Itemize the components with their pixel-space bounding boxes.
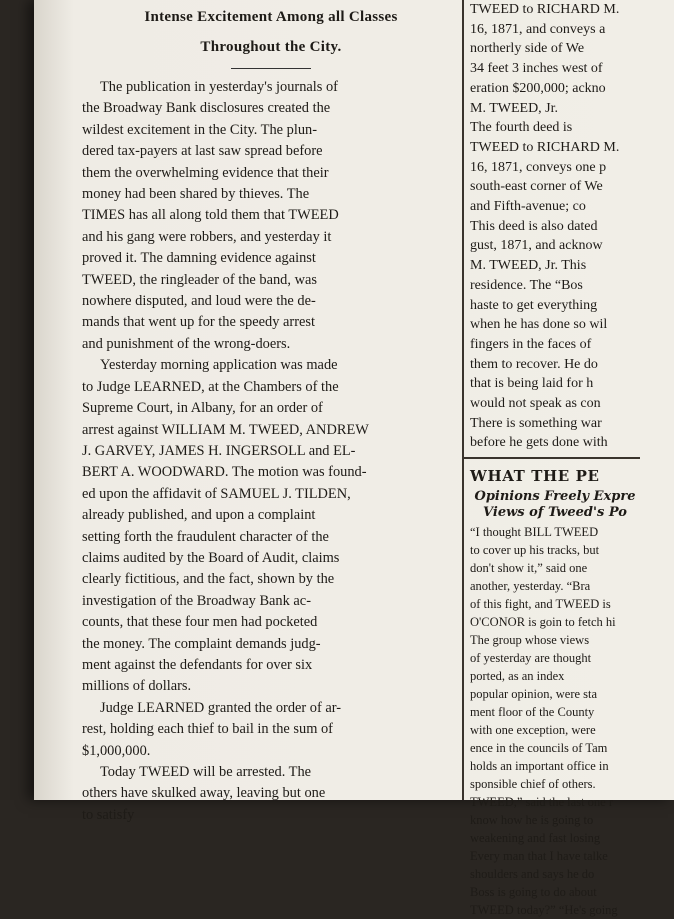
column-line: know how he is going to [470, 813, 594, 828]
column-line: northerly side of We [470, 41, 585, 57]
article-line: wildest excitement in the City. The plun- [82, 121, 317, 138]
article-line: millions of dollars. [82, 678, 192, 695]
column-line: ment floor of the County [470, 705, 595, 720]
article-line: them the overwhelming evidence that their [82, 164, 329, 181]
article-line: ed upon the affidavit of SAMUEL J. TILDEN, [82, 485, 351, 502]
column-line: TWEED today?” “He's going [470, 903, 618, 918]
column-line: holds an important office in [470, 759, 609, 774]
article-line: proved it. The damning evidence against [82, 250, 316, 267]
article-line: counts, that these four men had pocketed [82, 614, 318, 631]
article-line: $1,000,000. [82, 742, 151, 759]
article-line: clearly fictitious, and the fact, shown by the [82, 571, 335, 588]
column-line: 16, 1871, and conveys a [470, 21, 606, 37]
column-line: haste to get everything [470, 297, 598, 313]
article-line: the money. The complaint demands judg- [82, 635, 321, 652]
column-line: This deed is also dated [470, 218, 598, 234]
column-line: The group whose views [470, 633, 590, 648]
opinions-article-text [470, 523, 640, 919]
column-line: Boss is going to do about [470, 885, 597, 900]
column-line: 34 feet 3 inches west of [470, 61, 603, 77]
article-line: and punishment of the wrong-doers. [82, 335, 291, 352]
column-line: weakening and fast losing [470, 831, 601, 846]
column-line: residence. The “Bos [470, 277, 583, 293]
column-line: popular opinion, were sta [470, 687, 598, 702]
column-line: TWEED to RICHARD M. [470, 139, 620, 155]
article-headline [82, 2, 460, 62]
article-line: to satisfy [82, 806, 135, 823]
column-line: eration $200,000; ackno [470, 80, 606, 96]
article-line: Judge LEARNED granted the order of ar- [100, 699, 342, 716]
column-line: with one exception, were [470, 723, 596, 738]
subheading-line-2: Views of Tweed's Po [483, 505, 627, 521]
column-line: Every man that I have talke [470, 849, 608, 864]
column-line: There is something war [470, 415, 602, 431]
column-line: M. TWEED, Jr. This [470, 258, 587, 274]
column-line: of yesterday are thought [470, 651, 592, 666]
article-line: dered tax-payers at last saw spread before [82, 143, 323, 160]
article-line: The publication in yesterday's journals of [100, 79, 338, 95]
article-line: TWEED, the ringleader of the band, was [82, 271, 317, 288]
article-line: already published, and upon a complaint [82, 507, 316, 524]
article-line: J. GARVEY, JAMES H. INGERSOLL and EL- [82, 442, 356, 459]
article-line: nowhere disputed, and loud were the de- [82, 293, 316, 310]
column-section-rule [464, 457, 640, 459]
article-line: arrest against WILLIAM M. TWEED, ANDREW [82, 421, 369, 438]
article-line: others have skulked away, leaving but one [82, 785, 326, 802]
column-line: TWEED,” said the last one r [470, 795, 614, 810]
right-article-column [462, 0, 640, 918]
section-subheading [470, 489, 640, 521]
column-line: shoulders and says he do [470, 867, 595, 882]
column-line: “I thought BILL TWEED [470, 525, 599, 540]
column-line: would not speak as con [470, 396, 601, 412]
article-line: Supreme Court, in Albany, for an order of [82, 400, 323, 417]
left-article-column [82, 0, 460, 823]
article-line: TIMES has all along told them that TWEED [82, 207, 339, 224]
article-line: BERT A. WOODWARD. The motion was found- [82, 464, 367, 481]
column-line: TWEED to RICHARD M. [470, 2, 620, 17]
column-line: that is being laid for h [470, 376, 594, 392]
article-paragraph [82, 355, 460, 698]
article-line: mands that went up for the speedy arrest [82, 314, 315, 331]
subheading-line-1: Opinions Freely Expre [474, 489, 636, 505]
article-line: Today TWEED will be arrested. The [100, 764, 312, 780]
column-line: The fourth deed is [470, 120, 573, 136]
column-line: M. TWEED, Jr. [470, 100, 559, 116]
column-line: when he has done so wil [470, 317, 608, 333]
article-line: money had been shared by thieves. The [82, 186, 310, 203]
article-paragraph [82, 77, 460, 355]
article-paragraph [82, 762, 460, 826]
column-line: ence in the councils of Tam [470, 741, 608, 756]
column-line: south-east corner of We [470, 179, 603, 195]
article-line: investigation of the Broadway Bank ac- [82, 592, 311, 609]
column-line: of this fight, and TWEED is [470, 597, 611, 612]
column-line: O'CONOR is goin to fetch hi [470, 615, 616, 630]
column-line: don't show it,” said one [470, 561, 588, 576]
column-line: and Fifth-avenue; co [470, 199, 586, 215]
article-body [82, 77, 460, 826]
article-line: Yesterday morning application was made [100, 357, 338, 374]
column-line: gust, 1871, and acknow [470, 238, 603, 254]
column-line: sponsible chief of others. [470, 777, 596, 792]
column-line: them to recover. He do [470, 356, 598, 372]
article-line: the Broadway Bank disclosures created the [82, 100, 331, 117]
headline-rule [231, 68, 311, 69]
column-line: to cover up his tracks, but [470, 543, 600, 558]
headline-line-2: Throughout the City. [200, 39, 342, 55]
column-line: another, yesterday. “Bra [470, 579, 591, 594]
article-paragraph [82, 698, 460, 762]
deed-article-text [470, 0, 640, 453]
column-line: before he gets done with [470, 435, 608, 451]
article-line: and his gang were robbers, and yesterday it [82, 228, 332, 245]
section-heading: WHAT THE PE [470, 467, 600, 486]
article-line: claims audited by the Board of Audit, claims [82, 549, 340, 566]
article-line: rest, holding each thief to bail in the sum of [82, 721, 333, 738]
article-line: setting forth the fraudulent character of the [82, 528, 329, 545]
column-line: ported, as an index [470, 669, 565, 684]
article-line: ment against the defendants for over six [82, 656, 313, 673]
column-line: fingers in the faces of [470, 336, 592, 352]
article-line: to Judge LEARNED, at the Chambers of the [82, 378, 339, 395]
column-line: 16, 1871, conveys one p [470, 159, 607, 175]
headline-line-1: Intense Excitement Among all Classes [144, 9, 398, 25]
